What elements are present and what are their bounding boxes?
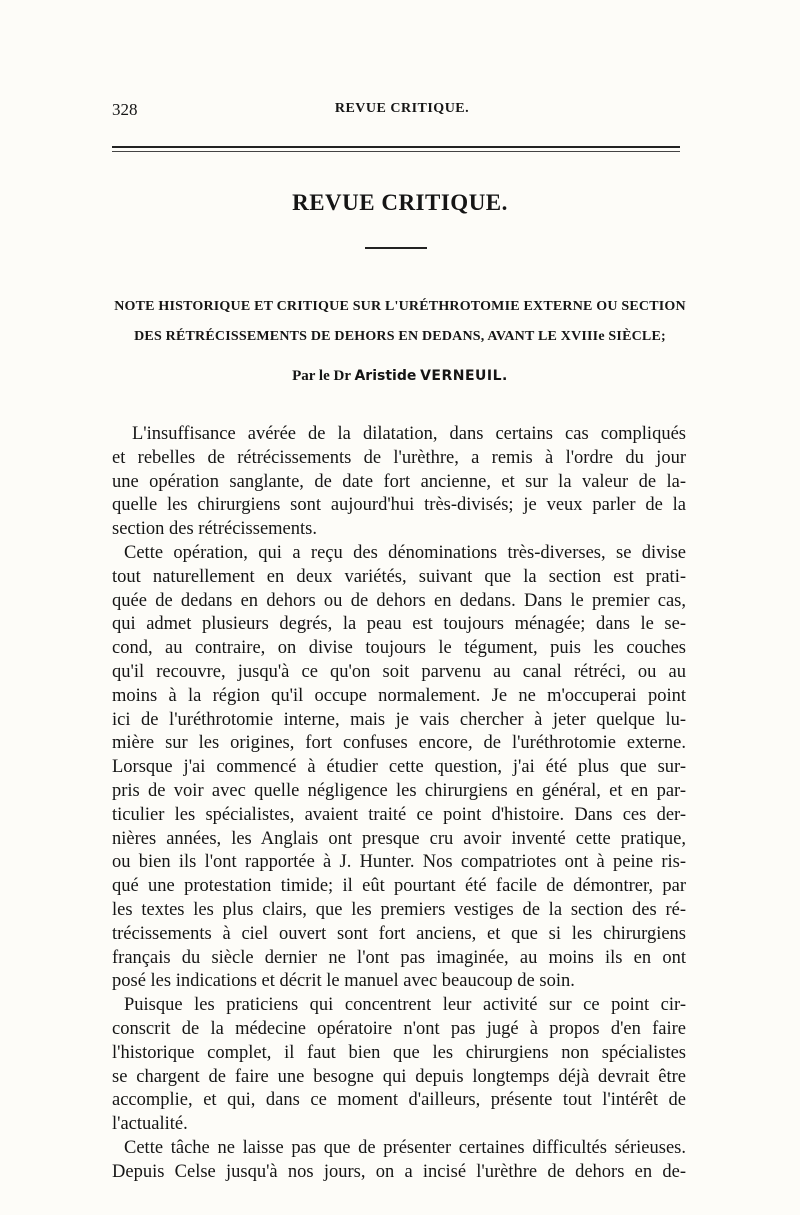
header-rule [112,146,680,148]
text-line: tout naturellement en deux variétés, suivant que la section est prati- [112,566,686,587]
running-title: REVUE CRITIQUE. [334,101,470,116]
text-line: l'historique complet, il faut bien que les chirurgiens non spécialistes [112,1042,686,1063]
section-title: REVUE CRITIQUE. [292,190,508,215]
text-line: l'actualité. [112,1114,188,1135]
text-line: qui admet plusieurs degrés, la peau est toujours ménagée; dans le se- [112,614,686,635]
text-line: qu'il recouvre, jusqu'à ce qu'on soit parvenu au canal rétréci, ou au [112,661,686,682]
text-line: ici de l'uréthrotomie interne, mais je vais chercher à jeter quelque lu- [112,709,686,730]
text-line: pris de voir avec quelle négligence les chirurgiens en général, et en par- [112,780,686,801]
text-line: accomplie, et qui, dans ce moment d'ailleurs, présente tout l'intérêt de [112,1090,686,1111]
text-line: trécissements à ciel ouvert sont fort anciens, et que si les chirurgiens [112,923,686,944]
text-line: et rebelles de rétrécissements de l'urèthre, a remis à l'ordre du jour [112,447,686,468]
title-separator [365,247,427,249]
byline [0,368,800,385]
page-number: 328 [112,100,138,119]
text-line: section des rétrécissements. [112,519,317,540]
text-line: L'insuffisance avérée de la dilatation, dans certains cas compliqués [132,424,686,444]
text-line: Lorsque j'ai commencé à étudier cette question, j'ai été plus que sur- [112,757,686,778]
text-line: quelle les chirurgiens sont aujourd'hui très-divisés; je veux parler de la [112,495,686,516]
text-line: les textes les plus clairs, que les premiers vestiges de la section des ré- [112,899,686,920]
text-line: conscrit de la médecine opératoire n'ont pas jugé à propos d'en faire [112,1018,686,1039]
text-line: français du siècle dernier ne l'ont pas imaginée, au moins ils en ont [112,947,686,968]
text-line: moins à la région qu'il occupe normalement. Je ne m'occuperai point [112,685,686,706]
article-title-line-1: NOTE HISTORIQUE ET CRITIQUE SUR L'URÉTHROTOMIE EXTERNE OU SECTION [114,299,686,314]
text-line: mière sur les origines, fort confuses encore, de l'uréthrotomie externe. [112,733,686,754]
text-line: posé les indications et décrit le manuel avec beaucoup de soin. [112,971,575,992]
text-line: Cette tâche ne laisse pas que de présenter certaines difficultés sérieuses. [124,1137,686,1158]
byline-prefix: Par le Dr [292,368,351,384]
text-line: cond, au contraire, on divise toujours le tégument, puis les couches [112,638,686,659]
article-body [112,423,686,1185]
text-line: ou bien ils l'ont rapportée à J. Hunter. Nos compatriotes ont à peine ris- [112,852,686,873]
text-line: se chargent de faire une besogne qui depuis longtemps déjà devrait être [112,1066,686,1087]
article-title-line-2: DES RÉTRÉCISSEMENTS DE DEHORS EN DEDANS, AVANT LE XVIIIe SIÈCLE; [134,329,666,344]
text-line: quée de dedans en dehors ou de dehors en dedans. Dans le premier cas, [112,590,686,611]
text-line: ticulier les spécialistes, avaient traité ce point d'histoire. Dans ces der- [112,804,686,825]
text-line: une opération sanglante, de date fort ancienne, et sur la valeur de la- [112,471,686,492]
header-rule-thin [112,151,680,152]
text-line: Depuis Celse jusqu'à nos jours, on a incisé l'urèthre de dehors en de- [112,1161,686,1182]
text-line: nières années, les Anglais ont presque cru avoir inventé cette pratique, [112,828,686,849]
text-line: Puisque les praticiens qui concentrent leur activité sur ce point cir- [124,995,686,1016]
text-line: qué une protestation timide; il eût pourtant été facile de démontrer, par [112,876,686,897]
author-last-name: VERNEUIL. [420,368,508,384]
article-title [100,292,700,352]
running-head [112,100,692,122]
text-line: Cette opération, qui a reçu des dénominations très-diverses, se divise [124,542,686,563]
author-first-name: Aristide [354,368,417,384]
